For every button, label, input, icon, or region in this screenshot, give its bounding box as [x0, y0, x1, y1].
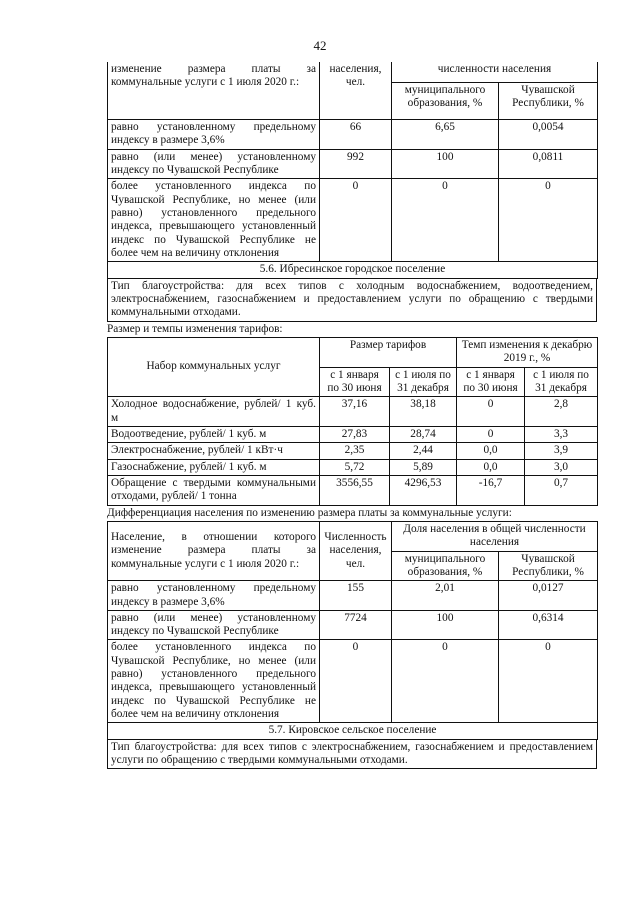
tariff-jan: 27,83: [320, 426, 390, 442]
row-count: 992: [320, 149, 392, 179]
rate-jan: 0: [457, 426, 525, 442]
row-label: более установленного индекса по Чувашской Республике, но менее (или равно) установленного предельного индекса, превышающего установленный индекс по Чувашской Республике не более чем на величину отклонения: [108, 640, 320, 723]
service-name: Водоотведение, рублей/ 1 куб. м: [108, 426, 320, 442]
row-municipal: 0: [392, 640, 499, 723]
header-tariff-size: Размер тарифов: [320, 337, 457, 367]
table-header-row: [108, 62, 598, 82]
row-label: равно установленному предельному индексу в размере 3,6%: [108, 581, 320, 611]
row-municipal: 6,65: [392, 120, 499, 150]
section-title-row: [108, 262, 598, 278]
rate-jul: 0,7: [525, 475, 598, 505]
row-republic: 0: [499, 179, 598, 262]
header-services: Набор коммунальных услуг: [108, 337, 320, 396]
rate-jul: 3,9: [525, 443, 598, 459]
tariff-jan: 37,16: [320, 397, 390, 427]
service-name: Электроснабжение, рублей/ 1 кВт·ч: [108, 443, 320, 459]
header-republic-share: Чувашской Республики, %: [499, 82, 598, 120]
row-label: равно установленному предельному индексу в размере 3,6%: [108, 120, 320, 150]
service-name: Газоснабжение, рублей/ 1 куб. м: [108, 459, 320, 475]
rate-jul: 3,0: [525, 459, 598, 475]
row-municipal: 100: [392, 610, 499, 640]
improvement-type-description: Тип благоустройства: для всех типов с электроснабжением, газоснабжением и предоставлением услуги по обращению с твердыми коммунальными отходами.: [107, 740, 597, 770]
tariff-jan: 2,35: [320, 443, 390, 459]
row-republic: 0,0127: [499, 581, 598, 611]
header-rate-jul-dec: с 1 июля по 31 декабря: [525, 367, 598, 397]
row-label: равно (или менее) установленному индексу по Чувашской Республике: [108, 149, 320, 179]
row-republic: 0,6314: [499, 610, 598, 640]
tariffs-table: [107, 337, 598, 506]
tariffs-caption: Размер и темпы изменения тарифов:: [107, 322, 283, 335]
tariff-jan: 3556,55: [320, 475, 390, 505]
table-row: [108, 610, 598, 640]
service-name: Обращение с твердыми коммунальными отходами, рублей/ 1 тонна: [108, 475, 320, 505]
rate-jul: 2,8: [525, 397, 598, 427]
rate-jan: -16,7: [457, 475, 525, 505]
row-municipal: 2,01: [392, 581, 499, 611]
rate-jul: 3,3: [525, 426, 598, 442]
document-page: [107, 62, 597, 769]
table-header-row: [108, 521, 598, 551]
differentiation-caption: Дифференциация населения по изменению размера платы за коммунальные услуги:: [107, 506, 512, 519]
header-change-label: Население, в отношении которого изменение размера платы за коммунальные услуги с 1 июля 2020 г.:: [108, 521, 320, 580]
header-municipal-share: муниципального образования, %: [392, 551, 499, 581]
tariff-jul: 4296,53: [390, 475, 457, 505]
row-republic: 0,0054: [499, 120, 598, 150]
rate-jan: 0,0: [457, 443, 525, 459]
tariff-jan: 5,72: [320, 459, 390, 475]
table-row: [108, 149, 598, 179]
header-change-label: изменение размера платы за коммунальные услуги с 1 июля 2020 г.:: [108, 62, 320, 120]
rate-jan: 0,0: [457, 459, 525, 475]
header-municipal-share: муниципального образования, %: [392, 82, 499, 120]
row-count: 155: [320, 581, 392, 611]
row-label: более установленного индекса по Чувашской Республике, но менее (или равно) установленного предельного индекса, превышающего установленный индекс по Чувашской Республике не более чем на величину отклонения: [108, 179, 320, 262]
row-count: 0: [320, 179, 392, 262]
section-title-row: [108, 723, 598, 739]
row-count: 66: [320, 120, 392, 150]
improvement-type-description: Тип благоустройства: для всех типов с холодным водоснабжением, водоотведением, электроснабжением, газоснабжением и предоставлением услуги по обращению с твердыми коммунальными отходами.: [107, 279, 597, 322]
header-population-count: населения, чел.: [320, 62, 392, 120]
header-jan-jun: с 1 января по 30 июня: [320, 367, 390, 397]
row-label: равно (или менее) установленному индексу по Чувашской Республике: [108, 610, 320, 640]
table-row: [108, 179, 598, 262]
row-count: 0: [320, 640, 392, 723]
page-number: 42: [313, 38, 327, 53]
table-row: [108, 443, 598, 459]
service-name: Холодное водоснабжение, рублей/ 1 куб. м: [108, 397, 320, 427]
table-row: [108, 475, 598, 505]
header-republic-share: Чувашской Республики, %: [499, 551, 598, 581]
row-republic: 0: [499, 640, 598, 723]
table-row: [108, 581, 598, 611]
row-count: 7724: [320, 610, 392, 640]
section-title: 5.6. Ибресинское городское поселение: [108, 262, 598, 278]
table-row: [108, 397, 598, 427]
header-share-group: Доля населения в общей численности населения: [392, 521, 598, 551]
header-rate-jan-jun: с 1 января по 30 июня: [457, 367, 525, 397]
tariff-jul: 2,44: [390, 443, 457, 459]
tariff-jul: 28,74: [390, 426, 457, 442]
population-differentiation-table: [107, 521, 598, 740]
header-jul-dec: с 1 июля по 31 декабря: [390, 367, 457, 397]
population-differentiation-table-continued: [107, 62, 598, 279]
table-row: [108, 426, 598, 442]
tariffs-header-row: [108, 337, 598, 367]
tariff-jul: 5,89: [390, 459, 457, 475]
section-title: 5.7. Кировское сельское поселение: [108, 723, 598, 739]
row-municipal: 100: [392, 149, 499, 179]
table-row: [108, 459, 598, 475]
row-municipal: 0: [392, 179, 499, 262]
table-row: [108, 120, 598, 150]
rate-jan: 0: [457, 397, 525, 427]
tariff-jul: 38,18: [390, 397, 457, 427]
header-change-rate: Темп изменения к декабрю 2019 г., %: [457, 337, 598, 367]
row-republic: 0,0811: [499, 149, 598, 179]
table-row: [108, 640, 598, 723]
header-share-group: численности населения: [392, 62, 598, 82]
header-population-count: Численность населения, чел.: [320, 521, 392, 580]
